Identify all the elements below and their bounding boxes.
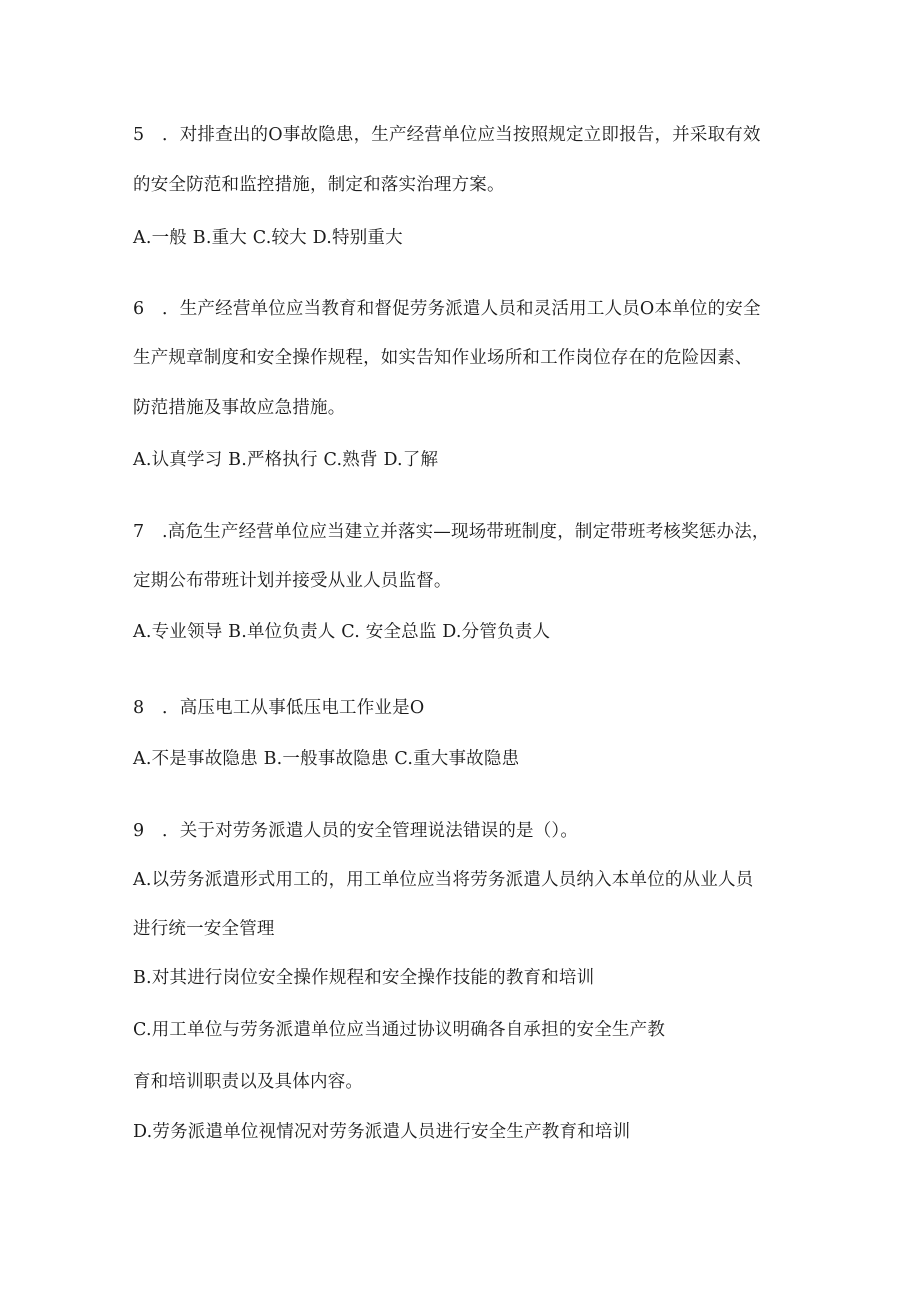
q6-stem-line-2: 生产规章制度和安全操作规程，如实告知作业场所和工作岗位存在的危险因素、 [133,348,753,368]
q5-stem-line-1: 5 ．对排查出的O事故隐患，生产经营单位应当按照规定立即报告，并采取有效 [133,125,761,145]
q9-option-b: B.对其进行岗位安全操作规程和安全操作技能的教育和培训 [133,968,595,988]
q9-option-d: D.劳务派遣单位视情况对劳务派遣人员进行安全生产教育和培训 [133,1122,631,1142]
q9-option-c-line-2: 育和培训职责以及具体内容。 [133,1072,364,1092]
q7-stem-line-2: 定期公布带班计划并接受从业人员监督。 [133,571,452,591]
q6-options: A.认真学习 B.严格执行 C.熟背 D.了解 [133,450,439,470]
q9-stem-line-1: 9 ．关于对劳务派遣人员的安全管理说法错误的是（）。 [133,821,579,841]
q9-option-a-line-1: A.以劳务派遣形式用工的，用工单位应当将劳务派遣人员纳入本单位的从业人员 [133,870,754,890]
q8-options: A.不是事故隐患 B.一般事故隐患 C.重大事故隐患 [133,749,520,769]
q5-stem-line-2: 的安全防范和监控措施，制定和落实治理方案。 [133,175,505,195]
q7-options: A.专业领导 B.单位负责人 C. 安全总监 D.分管负责人 [133,622,551,642]
q7-stem-line-1: 7 .高危生产经营单位应当建立并落实—现场带班制度，制定带班考核奖惩办法， [133,522,770,542]
q9-option-c-line-1: C.用工单位与劳务派遣单位应当通过协议明确各自承担的安全生产教 [133,1020,666,1040]
q5-options: A.一般 B.重大 C.较大 D.特别重大 [133,228,403,248]
q6-stem-line-3: 防范措施及事故应急措施。 [133,398,346,418]
q8-stem-line-1: 8 ．高压电工从事低压电工作业是O [133,698,425,718]
q6-stem-line-1: 6 ．生产经营单位应当教育和督促劳务派遣人员和灵活用工人员O本单位的安全 [133,299,761,319]
q9-option-a-line-2: 进行统一安全管理 [133,919,275,939]
